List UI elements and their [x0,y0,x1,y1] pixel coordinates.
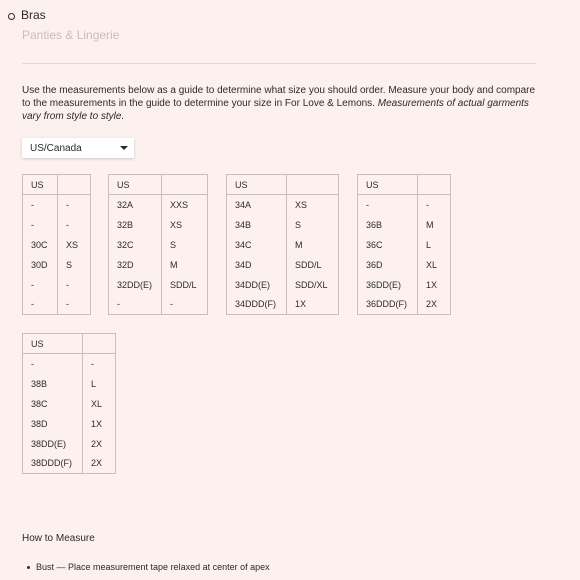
table-cell: 34D [227,255,287,275]
table-cell: SDD/L [170,279,197,290]
table-cell: 30D [23,255,58,275]
intro-body: Use the measurements below as a guide to determine what size you should order. Measure your body and compare to the measurements in the guide to determine your size in For Love & Lemons. [22,85,536,109]
table-row [109,195,208,215]
table-row [23,255,91,275]
table-cell: 34C [227,235,287,255]
table-cell: L [91,378,97,389]
table-row [109,255,208,275]
table-cell: XS [66,239,79,250]
chevron-down-icon [120,146,128,150]
table-cell: 36DDD(F) [358,295,418,315]
table-cell: - [23,215,58,235]
bullet-icon [27,566,30,569]
size-table-34 [226,174,339,315]
table-cell: 2X [426,299,438,310]
table-cell: 36D [358,255,418,275]
table-row [227,215,339,235]
table-cell: S [170,239,177,250]
table-cell: 38DD(E) [23,434,83,454]
table-row [23,354,116,374]
table-cell: XXS [170,199,189,210]
table-cell: 32A [109,195,162,215]
table-cell: M [295,239,303,250]
table-row [23,374,116,394]
table-row [358,235,451,255]
table-cell: 34B [227,215,287,235]
table-cell: SDD/XL [295,279,328,290]
table-header-blank [418,175,451,195]
table-row [227,295,339,315]
table-header: US [23,334,83,354]
tab-bras-label: Bras [21,8,46,22]
table-row [23,295,91,315]
table-cell: 32DD(E) [109,275,162,295]
table-header-blank [83,334,116,354]
table-row [358,195,451,215]
bullet-text: Bust — Place measurement tape relaxed at center of apex [36,562,270,572]
table-cell: - [358,195,418,215]
table-cell: M [170,259,178,270]
table-cell: 38DDD(F) [23,454,83,474]
table-cell: - [426,199,429,210]
table-cell: 34A [227,195,287,215]
tab-bras[interactable] [8,8,46,22]
table-row [109,295,208,315]
table-row [23,215,91,235]
table-cell: SDD/L [295,259,322,270]
table-cell: 38B [23,374,83,394]
table-row [23,235,91,255]
how-to-measure-heading: How to Measure [22,533,95,544]
table-row [358,295,451,315]
region-select-value: US/Canada [30,142,82,154]
table-row [23,195,91,215]
table-header-blank [58,175,91,195]
table-row [227,235,339,255]
table-cell: - [170,299,173,310]
table-cell: 34DD(E) [227,275,287,295]
table-row [23,414,116,434]
size-table-38 [22,333,116,474]
table-cell: S [295,219,302,230]
table-header-blank [287,175,339,195]
table-header: US [109,175,162,195]
radio-icon [8,13,15,20]
table-cell: XS [295,199,308,210]
table-cell: 34DDD(F) [227,295,287,315]
table-row [358,255,451,275]
table-cell: 32C [109,235,162,255]
table-row [109,215,208,235]
table-row [109,275,208,295]
table-cell: 1X [91,418,103,429]
table-cell: S [66,259,73,270]
table-row [109,235,208,255]
table-header: US [358,175,418,195]
table-row [227,195,339,215]
table-cell: 1X [426,279,438,290]
table-cell: - [23,354,83,374]
divider [22,63,536,64]
size-table-32 [108,174,208,315]
table-cell: 30C [23,235,58,255]
table-header: US [23,175,58,195]
tab-panties-lingerie[interactable]: Panties & Lingerie [22,28,120,42]
table-cell: - [66,299,69,310]
size-table-30 [22,174,91,315]
table-cell: 36B [358,215,418,235]
table-row [23,275,91,295]
table-row [23,394,116,414]
table-cell: - [66,219,69,230]
table-header-blank [162,175,208,195]
table-cell: 36C [358,235,418,255]
table-row [358,275,451,295]
table-row [358,215,451,235]
table-cell: L [426,239,432,250]
table-cell: 36DD(E) [358,275,418,295]
table-cell: XL [426,259,438,270]
table-cell: 1X [295,299,307,310]
table-header: US [227,175,287,195]
intro-text [22,84,542,123]
list-item [22,562,270,572]
table-row [227,255,339,275]
table-cell: - [66,199,69,210]
intro-italic: Measurements of actual garments vary from style to style. [22,98,529,122]
table-row [23,454,116,474]
table-cell: - [23,295,58,315]
table-cell: XS [170,219,183,230]
region-select[interactable] [22,138,134,158]
table-row [227,275,339,295]
table-cell: 38C [23,394,83,414]
table-cell: - [109,295,162,315]
size-table-36 [357,174,451,315]
table-cell: M [426,219,434,230]
table-cell: - [91,358,94,369]
table-cell: - [66,279,69,290]
table-cell: 32B [109,215,162,235]
table-cell: - [23,275,58,295]
table-cell: XL [91,398,103,409]
table-row [23,434,116,454]
table-cell: 38D [23,414,83,434]
table-cell: 2X [91,458,103,469]
table-cell: - [23,195,58,215]
table-cell: 2X [91,438,103,449]
table-cell: 32D [109,255,162,275]
